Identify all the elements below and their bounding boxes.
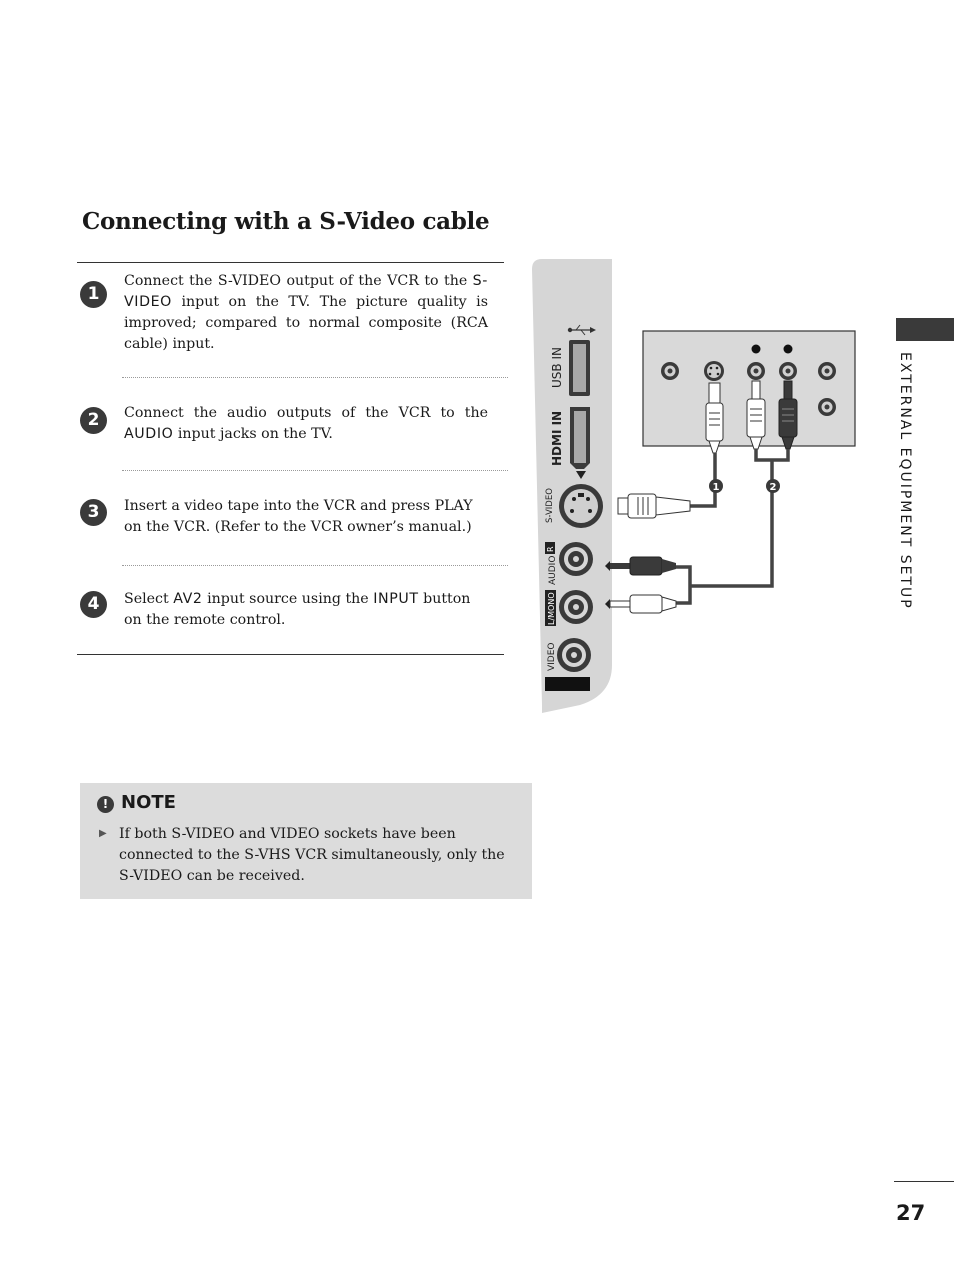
hdmi-label: HDMI IN	[550, 410, 564, 466]
section-tab-label: EXTERNAL EQUIPMENT SETUP	[897, 352, 913, 610]
bottom-divider	[77, 654, 504, 655]
step-3-number: 3	[80, 499, 107, 526]
step-4-keyword: AV2	[173, 591, 203, 607]
rca-jack-icon	[559, 590, 593, 624]
step-2-text: Connect the audio outputs of the VCR to the AUDIO input jacks on the TV.	[124, 405, 488, 442]
audio-l-label: L/MONO	[547, 592, 556, 625]
note-title: NOTE	[121, 792, 176, 813]
rca-jack-icon	[747, 362, 765, 380]
rca-plug-icon	[605, 595, 676, 613]
step-4-text: Select AV2 input source using the INPUT button on the remote control.	[124, 591, 471, 628]
step-1-keyword: S-VIDEO	[124, 273, 488, 310]
warning-icon: !	[97, 796, 114, 813]
page-title: Connecting with a S-Video cable	[82, 208, 490, 235]
note-box	[80, 783, 532, 899]
s-video-plug-icon	[618, 494, 690, 518]
step-1-number: 1	[80, 281, 107, 308]
step-3-text: Insert a video tape into the VCR and press PLAY on the VCR. (Refer to the VCR owner’s manual.)	[124, 498, 473, 535]
s-video-jack-icon	[704, 361, 724, 381]
s-video-jack-icon	[559, 484, 603, 528]
usb-port	[569, 340, 590, 396]
step-1-text: Connect the S-VIDEO output of the VCR to the S-VIDEO input on the TV. The picture quality is improved; compared to normal composite (RCA cable) input.	[124, 273, 488, 352]
audio-label: AUDIO	[548, 555, 558, 585]
page-number: 27	[896, 1201, 926, 1225]
video-label: VIDEO	[547, 642, 557, 671]
rca-jack-icon	[818, 362, 836, 380]
rca-jack-icon	[557, 638, 591, 672]
page-number-rule	[894, 1181, 954, 1182]
step-divider	[122, 470, 508, 471]
svideo-label: S-VIDEO	[545, 488, 555, 523]
audio-r-label: R	[546, 546, 555, 552]
step-4-number: 4	[80, 591, 107, 618]
step-divider	[122, 565, 508, 566]
rca-jack-icon	[559, 542, 593, 576]
s-video-cable	[690, 453, 715, 506]
bullet-arrow-icon: ▶	[99, 828, 107, 839]
rca-jack-icon	[779, 362, 797, 380]
usb-label: USB IN	[550, 347, 564, 388]
section-tab-bar	[896, 318, 954, 341]
top-divider	[77, 262, 504, 263]
note-text: If both S-VIDEO and VIDEO sockets have been connected to the S-VHS VCR simultaneously, only the S-VIDEO can be received.	[119, 826, 505, 884]
step-2-keyword: AUDIO	[124, 426, 174, 442]
step-divider	[122, 377, 508, 378]
rca-plug-icon	[605, 557, 676, 575]
audio-cable	[676, 449, 788, 603]
hdmi-port	[570, 407, 590, 469]
rca-jack-icon	[818, 398, 836, 416]
callout-1: 1	[712, 482, 720, 493]
callout-2: 2	[769, 482, 777, 493]
step-4-keyword-2: INPUT	[373, 591, 419, 607]
rca-jack-icon	[661, 362, 679, 380]
connection-diagram	[530, 255, 860, 717]
step-2-number: 2	[80, 407, 107, 434]
